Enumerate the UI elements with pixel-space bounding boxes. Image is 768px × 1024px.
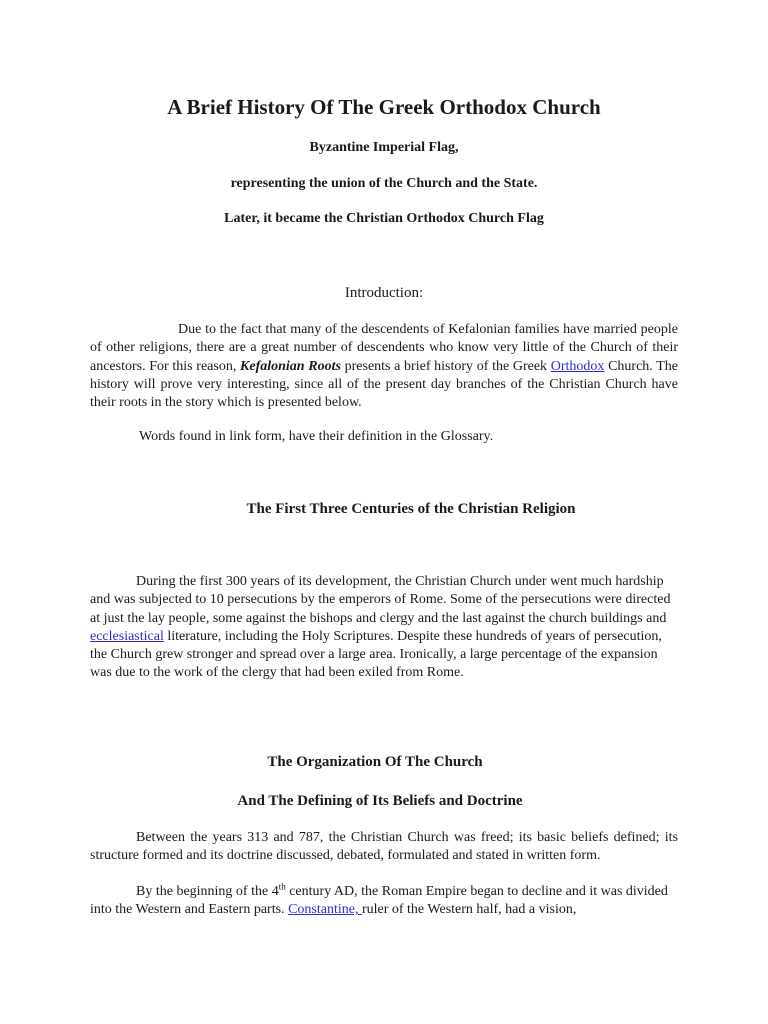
ecclesiastical-glossary-link[interactable]: ecclesiastical (90, 628, 164, 644)
ordinal-superscript: th (278, 881, 286, 892)
introduction-paragraph (90, 321, 678, 412)
glossary-note: Words found in link form, have their definition in the Glossary. (139, 429, 494, 444)
intro-text-1: Due to the fact that many of the descendents of Kefalonian families have married people of other religions, there are a great number of descendents who know very little of the Church of their ancestors. For this reason, (90, 322, 678, 374)
section1-text-2: literature, including the Holy Scriptures. Despite these hundreds of years of persecution, the Church grew stronger and spread over a large area. Ironically, a large percentage of the expansion was due to the work of the clergy that had been exiled from Rome. (90, 628, 662, 681)
intro-text-3: Church. The history will prove very interesting, since all of the present day branches of the Christian Church have their roots in the story which is presented below. (90, 358, 678, 411)
section2-para2-text-3: ruler of the Western half, had a vision, (361, 902, 577, 918)
orthodox-glossary-link[interactable]: Orthodox (550, 358, 605, 374)
section2-para1-text: Between the years 313 and 787, the Christian Church was freed; its basic beliefs defined; its structure formed and its doctrine discussed, debated, formulated and stated in written form. (90, 830, 678, 864)
introduction-heading: Introduction: (344, 285, 424, 301)
organization-paragraph-2 (90, 883, 678, 920)
constantine-glossary-link[interactable]: Constantine, (288, 902, 362, 918)
intro-text-2: presents a brief history of the Greek (340, 358, 551, 374)
flag-caption-line-2: representing the union of the Church and the State. (230, 176, 538, 191)
section-organization-heading: The Organization Of The Church (267, 754, 483, 770)
first-three-centuries-paragraph (90, 573, 678, 683)
section1-text-1: During the first 300 years of its development, the Christian Church under went much hardship and was subjected to 10 persecutions by the emperors of Rome. Some of the persecutions were directed at just the lay people, some against the bishops and clergy and the last against the church buildings and (90, 574, 671, 626)
flag-caption-line-3: Later, it became the Christian Orthodox Church Flag (224, 211, 544, 226)
kefalonian-roots-emphasis: Kefalonian Roots (240, 358, 341, 374)
section2-para2-text-2: century AD, the Roman Empire began to decline and it was divided into the Western and Eastern parts. (90, 884, 668, 918)
flag-caption-line-1: Byzantine Imperial Flag, (309, 140, 459, 155)
section-first-three-centuries-heading: The First Three Centuries of the Christian Religion (246, 501, 576, 517)
page-title: A Brief History Of The Greek Orthodox Church (167, 95, 601, 119)
section2-para2-text-1: By the beginning of the 4 (136, 884, 279, 899)
organization-paragraph-1 (90, 829, 678, 866)
section-defining-beliefs-heading: And The Defining of Its Beliefs and Doctrine (237, 793, 523, 809)
